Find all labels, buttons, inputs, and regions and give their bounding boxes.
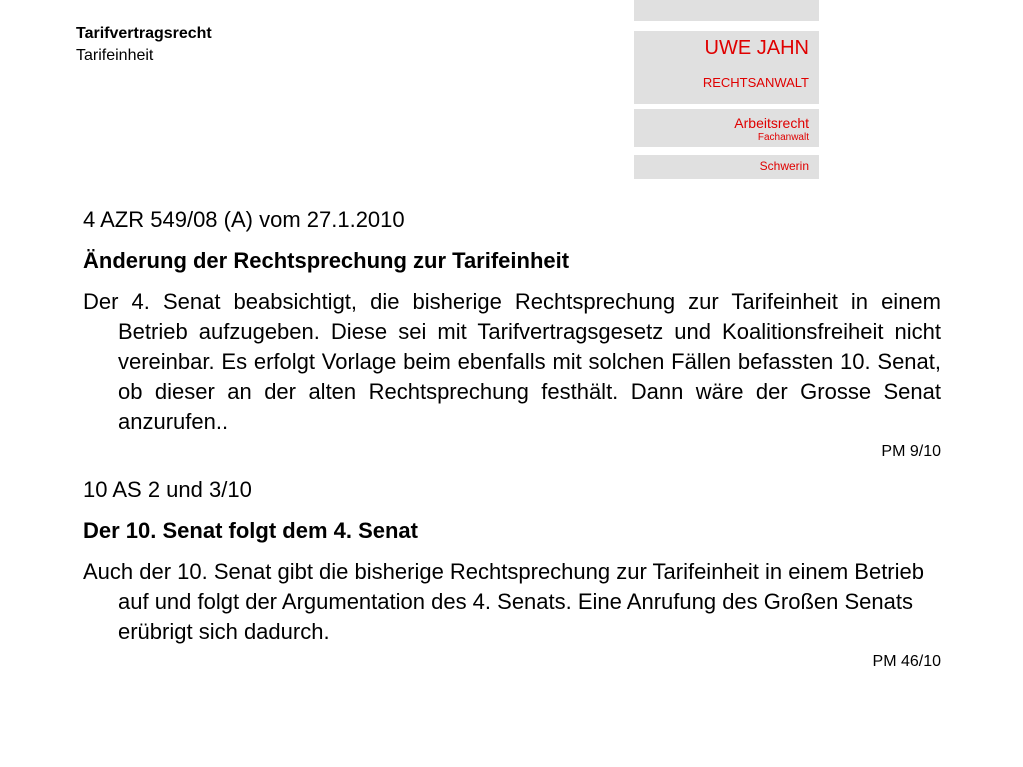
page-subtitle: Tarifeinheit	[76, 47, 154, 64]
brand-city-box	[634, 155, 819, 179]
brand-area: Arbeitsrecht	[734, 115, 809, 131]
main-content	[83, 205, 941, 685]
section-body: Auch der 10. Senat gibt die bisherige Rechtsprechung zur Tarifeinheit in einem Betrieb auf und folgt der Argumentation des 4. Senats. Eine Anrufung des Großen Senats erübrigt sich dadurch.	[83, 559, 924, 644]
section-body: Der 4. Senat beabsichtigt, die bisherige Rechtsprechung zur Tarifeinheit in einem Betrieb aufzugeben. Diese sei mit Tarifvertragsgesetz und Koalitionsfreiheit nicht vereinbar. Es erfolgt Vorlage beim ebenfalls mit solchen Fällen befassten 10. Senat, ob dieser an der alten Rechtsprechung festhält. Dann wäre der Grosse Senat anzurufen..	[83, 289, 941, 434]
case-number: 4 AZR 549/08 (A) vom 27.1.2010	[83, 207, 405, 232]
section-heading: Der 10. Senat folgt dem 4. Senat	[83, 518, 418, 543]
press-release-ref: PM 9/10	[881, 443, 941, 460]
case-number: 10 AS 2 und 3/10	[83, 477, 252, 502]
brand-top-bar	[634, 0, 819, 21]
section-heading: Änderung der Rechtsprechung zur Tarifeinheit	[83, 248, 570, 273]
section-2	[83, 475, 941, 672]
brand-name-box	[634, 31, 819, 104]
press-release-ref: PM 46/10	[872, 653, 941, 670]
brand-qualification: Fachanwalt	[757, 132, 809, 143]
page-title: Tarifvertragsrecht	[76, 25, 212, 42]
brand-city: Schwerin	[759, 159, 809, 173]
brand-name: UWE JAHN	[704, 37, 809, 59]
section-1	[83, 205, 941, 462]
brand-role: RECHTSANWALT	[702, 75, 809, 90]
brand-area-box	[634, 109, 819, 147]
